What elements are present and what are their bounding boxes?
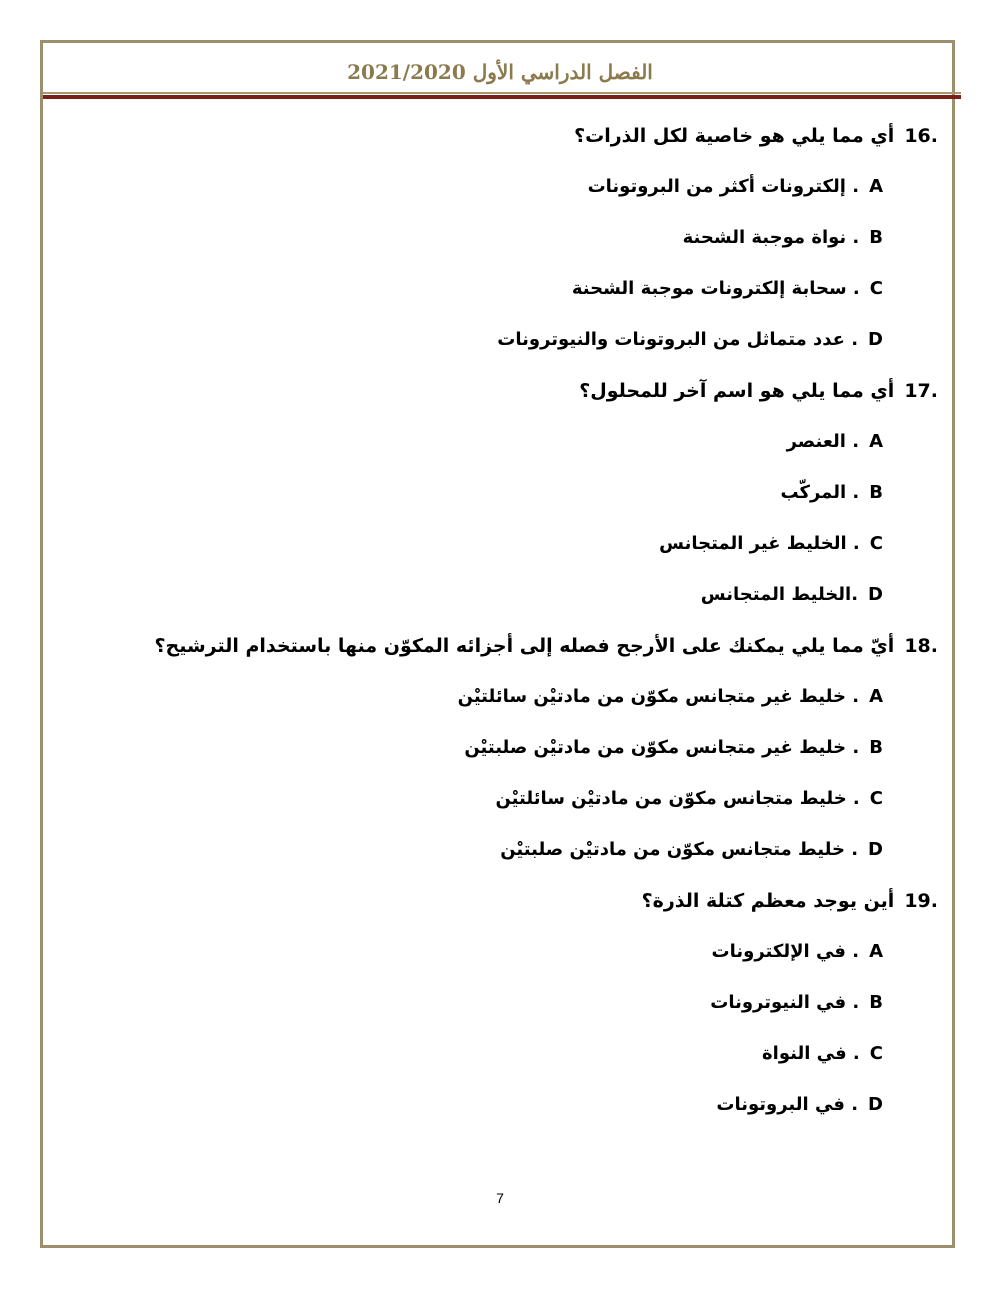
option-letter: B: [869, 736, 883, 758]
question-text: أي مما يلي هو اسم آخر للمحلول؟: [579, 379, 895, 402]
option-letter: B: [869, 481, 883, 503]
option-text: . نواة موجبة الشحنة: [682, 226, 860, 248]
option-19-a[interactable]: [60, 926, 938, 977]
header-divider-thick: [43, 95, 961, 99]
option-letter: A: [869, 685, 883, 707]
option-text: . في النواة: [762, 1042, 860, 1064]
option-text: . خليط متجانس مكوّن من مادتيْن سائلتيْن: [495, 787, 860, 809]
question-17: [60, 365, 938, 416]
option-text: . العنصر: [786, 430, 860, 452]
option-text: . المركّب: [780, 481, 860, 503]
option-text: . خليط غير متجانس مكوّن من مادتيْن صلبتيْن: [464, 736, 860, 758]
option-16-c[interactable]: [60, 263, 938, 314]
option-18-b[interactable]: [60, 722, 938, 773]
option-text: . عدد متماثل من البروتونات والنيوترونات: [497, 328, 859, 350]
option-letter: D: [868, 583, 883, 605]
question-number: 17.: [904, 379, 938, 402]
option-text: .الخليط المتجانس: [700, 583, 859, 605]
option-letter: A: [869, 175, 883, 197]
option-text: . سحابة إلكترونات موجبة الشحنة: [571, 277, 860, 299]
question-19: [60, 875, 938, 926]
question-number: 19.: [904, 889, 938, 912]
question-16: [60, 110, 938, 161]
option-17-b[interactable]: [60, 467, 938, 518]
option-letter: C: [869, 787, 883, 809]
option-17-a[interactable]: [60, 416, 938, 467]
option-18-a[interactable]: [60, 671, 938, 722]
option-letter: A: [869, 430, 883, 452]
page-title: الفصل الدراسي الأول 2021/2020: [347, 60, 653, 84]
header-divider-thin: [43, 92, 961, 94]
option-text: . خليط متجانس مكوّن من مادتيْن صلبتيْن: [500, 838, 859, 860]
option-text: . إلكترونات أكثر من البروتونات: [587, 175, 860, 197]
option-letter: C: [869, 1042, 883, 1064]
page-number: 7: [496, 1190, 504, 1206]
option-letter: D: [868, 328, 883, 350]
question-text: أيّ مما يلي يمكنك على الأرجح فصله إلى أجزائه المكوّن منها باستخدام الترشيح؟: [154, 634, 895, 657]
option-17-d[interactable]: [60, 569, 938, 620]
option-letter: A: [869, 940, 883, 962]
option-text: . في البروتونات: [716, 1093, 859, 1115]
option-18-c[interactable]: [60, 773, 938, 824]
option-letter: D: [868, 838, 883, 860]
option-text: . خليط غير متجانس مكوّن من مادتيْن سائلتيْن: [457, 685, 860, 707]
question-number: 18.: [904, 634, 938, 657]
option-letter: C: [869, 277, 883, 299]
option-19-d[interactable]: [60, 1079, 938, 1130]
option-16-b[interactable]: [60, 212, 938, 263]
option-letter: B: [869, 226, 883, 248]
option-text: . في النيوترونات: [710, 991, 860, 1013]
option-text: . الخليط غير المتجانس: [659, 532, 860, 554]
option-letter: C: [869, 532, 883, 554]
option-letter: B: [869, 991, 883, 1013]
option-19-b[interactable]: [60, 977, 938, 1028]
question-number: 16.: [904, 124, 938, 147]
question-text: أي مما يلي هو خاصية لكل الذرات؟: [574, 124, 895, 147]
option-17-c[interactable]: [60, 518, 938, 569]
option-text: . في الإلكترونات: [711, 940, 860, 962]
option-letter: D: [868, 1093, 883, 1115]
option-16-d[interactable]: [60, 314, 938, 365]
option-16-a[interactable]: [60, 161, 938, 212]
question-text: أين يوجد معظم كتلة الذرة؟: [641, 889, 895, 912]
option-19-c[interactable]: [60, 1028, 938, 1079]
question-18: [60, 620, 938, 671]
question-list: [60, 110, 938, 1130]
option-18-d[interactable]: [60, 824, 938, 875]
